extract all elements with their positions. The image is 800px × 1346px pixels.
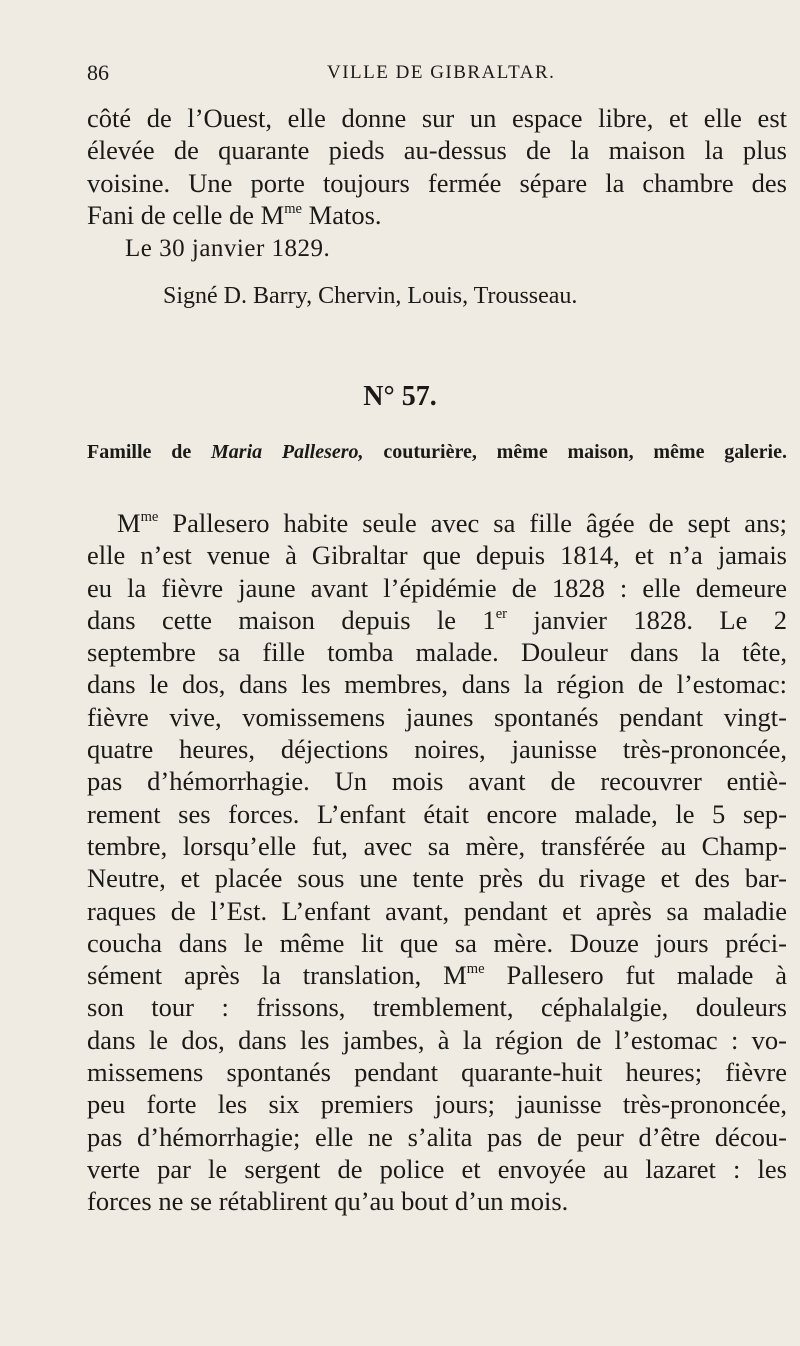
text-line: tembre, lorsqu’elle fut, avec sa mère, transférée au Champ- (87, 830, 787, 861)
text-line (87, 959, 787, 991)
family-suffix: couturière, même maison, même galerie. (363, 441, 787, 463)
date-line: Le 30 janvier 1829. (125, 235, 331, 262)
superscript: me (466, 961, 485, 978)
text-line: fièvre vive, vomissemens jaunes spontanés pendant vingt- (87, 701, 787, 732)
text-line: raques de l’Est. L’enfant avant, pendant et après sa maladie (87, 895, 787, 926)
text-line (87, 199, 787, 231)
intro-paragraph (87, 102, 787, 231)
text-line: son tour : frissons, tremblement, céphalalgie, douleurs (87, 992, 787, 1023)
text-line: peu forte les six premiers jours; jaunisse très-prononcée, (87, 1089, 787, 1120)
text-segment: sément après la translation, M (87, 960, 467, 991)
section-number-heading: N° 57. (363, 381, 437, 412)
text-segment: Fani de celle de M (87, 199, 285, 230)
text-line: pas d’hémorrhagie. Un mois avant de recouvrer entiè- (87, 766, 787, 797)
text-line: pas d’hémorrhagie; elle ne s’alita pas de peur d’être décou- (87, 1121, 787, 1152)
text-segment: dans cette maison depuis le 1 (87, 604, 496, 635)
text-line: forces ne se rétablirent qu’au bout d’un mois. (87, 1186, 569, 1217)
text-line: eu la fièvre jaune avant l’épidémie de 1828 : elle demeure (87, 572, 787, 603)
superscript: me (284, 200, 303, 217)
text-line: septembre sa fille tomba malade. Douleur dans la tête, (87, 637, 787, 668)
text-line (87, 507, 787, 539)
text-line: rement ses forces. L’enfant était encore malade, le 5 sep- (87, 798, 787, 829)
running-head: VILLE DE GIBRALTAR. (327, 62, 556, 83)
page-header (87, 60, 787, 90)
text-line: coucha dans le même lit que sa mère. Douze jours préci- (87, 927, 787, 958)
page-number: 86 (87, 60, 109, 85)
text-line: elle n’est venue à Gibraltar que depuis 1814, et n’a jamais (87, 540, 787, 571)
text-line: élevée de quarante pieds au-dessus de la maison la plus (87, 135, 787, 166)
text-line: missemens spontanés pendant quarante-huit heures; fièvre (87, 1057, 787, 1088)
text-segment: janvier 1828. Le 2 (507, 604, 787, 635)
text-segment: Pallesero fut malade à (484, 960, 787, 991)
text-segment: M (117, 508, 141, 538)
text-line: Neutre, et placée sous une tente près du rivage et des bar- (87, 863, 787, 894)
superscript: er (495, 605, 508, 622)
signature-line: Signé D. Barry, Chervin, Louis, Trousseau. (163, 283, 578, 309)
superscript: me (140, 509, 159, 526)
family-heading (87, 441, 787, 464)
text-line: quatre heures, déjections noires, jaunisse très-prononcée, (87, 734, 787, 765)
family-prefix: Famille de (87, 441, 211, 463)
text-line: voisine. Une porte toujours fermée sépare la chambre des (87, 167, 787, 198)
text-line: dans le dos, dans les membres, dans la région de l’estomac: (87, 669, 787, 700)
text-line: côté de l’Ouest, elle donne sur un espace libre, et elle est (87, 103, 787, 133)
text-line: dans le dos, dans les jambes, à la région de l’estomac : vo- (87, 1024, 787, 1055)
text-line (87, 604, 787, 636)
text-line: verte par le sergent de police et envoyée au lazaret : les (87, 1153, 787, 1184)
text-segment: Matos. (302, 199, 382, 230)
text-segment: Pallesero habite seule avec sa fille âgée de sept ans; (158, 508, 787, 538)
family-name: Maria Pallesero, (211, 441, 364, 463)
case-paragraph (87, 507, 787, 1218)
